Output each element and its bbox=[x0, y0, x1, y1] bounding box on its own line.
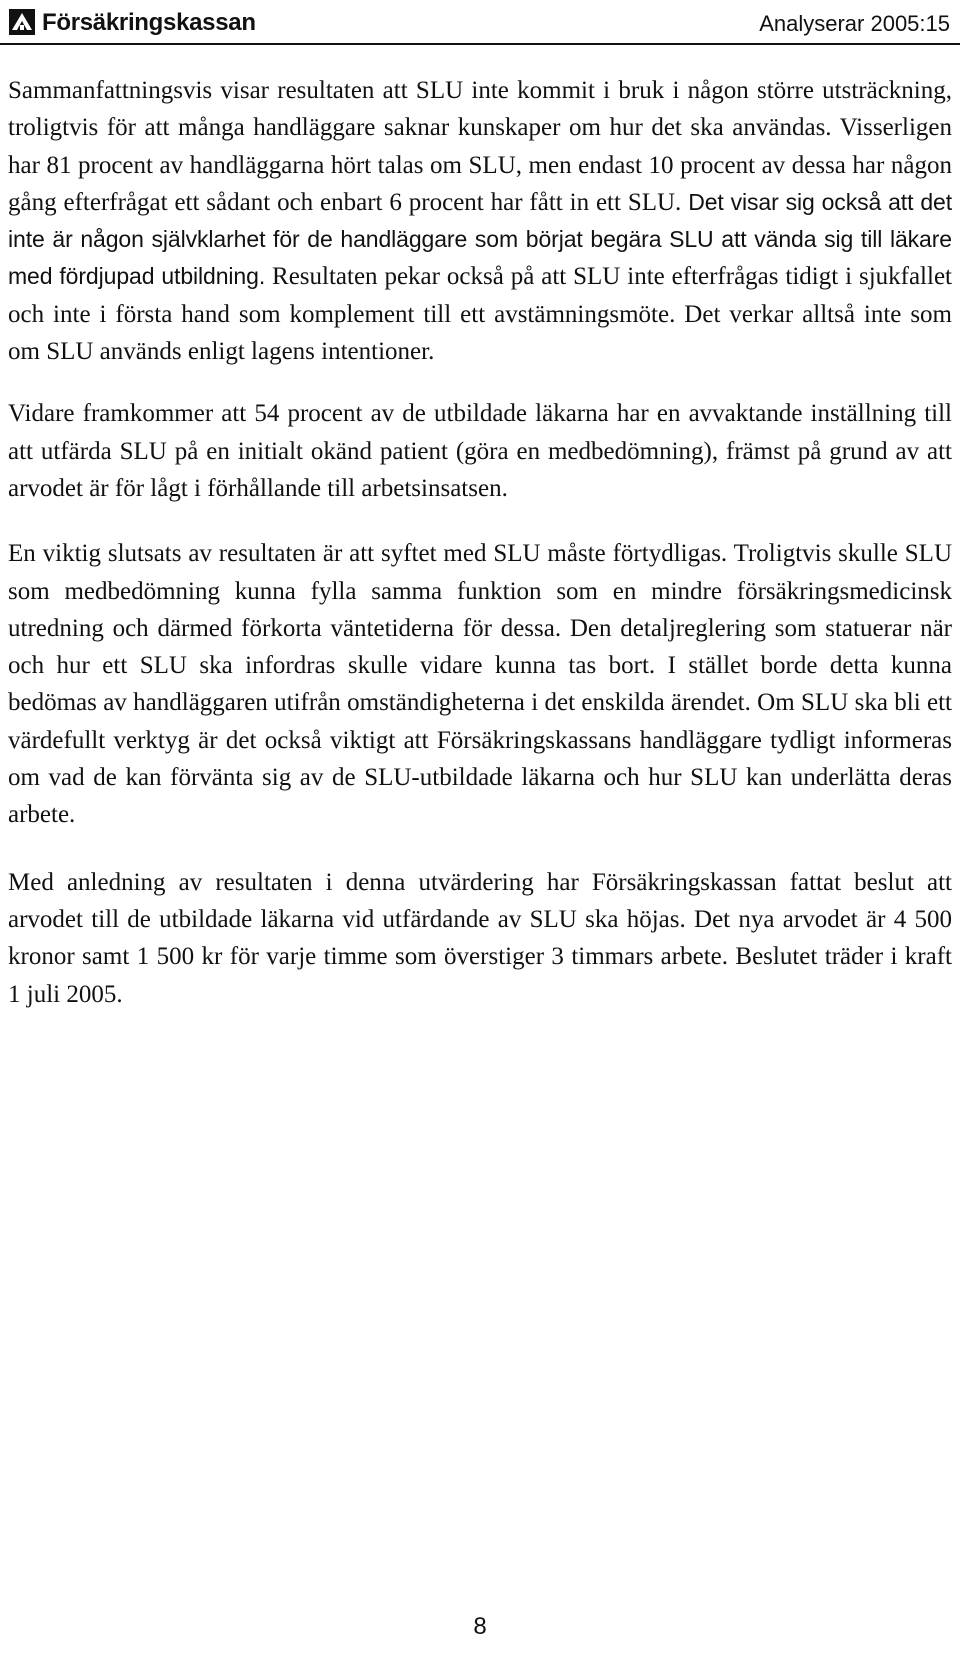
paragraph-text: En viktig slutsats av resultaten är att syftet med SLU måste förtydligas. Troligtvis skulle SLU som medbedömning kunna fylla samma funktion som en mindre försäkringsmedicinsk utredning och därmed förkorta väntetiderna för dessa. Den detaljreglering som statuerar när och hur ett SLU ska infordras skulle vidare kunna tas bort. I stället borde detta kunna bedömas av handläggaren utifrån omständigheterna i det enskilda ärendet. Om SLU ska bli ett värdefullt verktyg är det också viktigt att Försäkringskassans handläggare tydligt informeras om vad de kan förvänta sig av de SLU-utbildade läkarna och hur SLU kan underlätta deras arbete. bbox=[8, 540, 952, 829]
header-divider bbox=[0, 43, 960, 45]
paragraph-text: Vidare framkommer att 54 procent av de utbildade läkarna har en avvaktande inställning till att utfärda SLU på en initialt okänd patient (göra en medbedömning), främst på grund av att arvodet är för lågt i förhållande till arbetsinsatsen. bbox=[8, 400, 952, 502]
brand-name: Försäkringskassan bbox=[42, 9, 256, 36]
paragraph-text: Resultaten pekar också på att SLU inte efterfrågas tidigt i sjukfallet och inte i första hand som komplement till ett avstämningsmöte. Det verkar alltså inte som om SLU används enligt lagens intentioner. bbox=[8, 263, 952, 366]
document-body bbox=[8, 72, 952, 1013]
paragraph-decision bbox=[8, 864, 952, 1013]
paragraph-text: Sammanfattningsvis visar resultaten att SLU inte kommit i bruk i någon större utsträckning, troligtvis för att många handläggare saknar kunskaper om hur det ska användas. Visserligen har 81 procent av handläggarna hört talas om SLU, men endast 10 procent av dessa har någon gång efterfrågat ett sådant och enbart 6 procent har fått in ett SLU. bbox=[8, 77, 952, 216]
paragraph-text: Det visar sig också att det inte är någon självklarhet för de handläggare som börjat begära SLU att vända sig till läkare med fördjupad utbildning. bbox=[8, 188, 952, 290]
paragraph-physicians bbox=[8, 395, 952, 507]
page-number: 8 bbox=[473, 1613, 487, 1640]
paragraph-summary bbox=[8, 72, 952, 370]
house-roof-logo-icon bbox=[8, 8, 36, 36]
page-header bbox=[0, 0, 960, 44]
paragraph-text: Med anledning av resultaten i denna utvärdering har Försäkringskassan fattat beslut att arvodet till de utbildade läkarna vid utfärdande av SLU ska höjas. Det nya arvodet är 4 500 kronor samt 1 500 kr för varje timme som överstiger 3 timmars arbete. Beslutet träder i kraft 1 juli 2005. bbox=[8, 868, 952, 1008]
paragraph-conclusion bbox=[8, 535, 952, 833]
report-series: Analyserar 2005:15 bbox=[759, 11, 950, 36]
